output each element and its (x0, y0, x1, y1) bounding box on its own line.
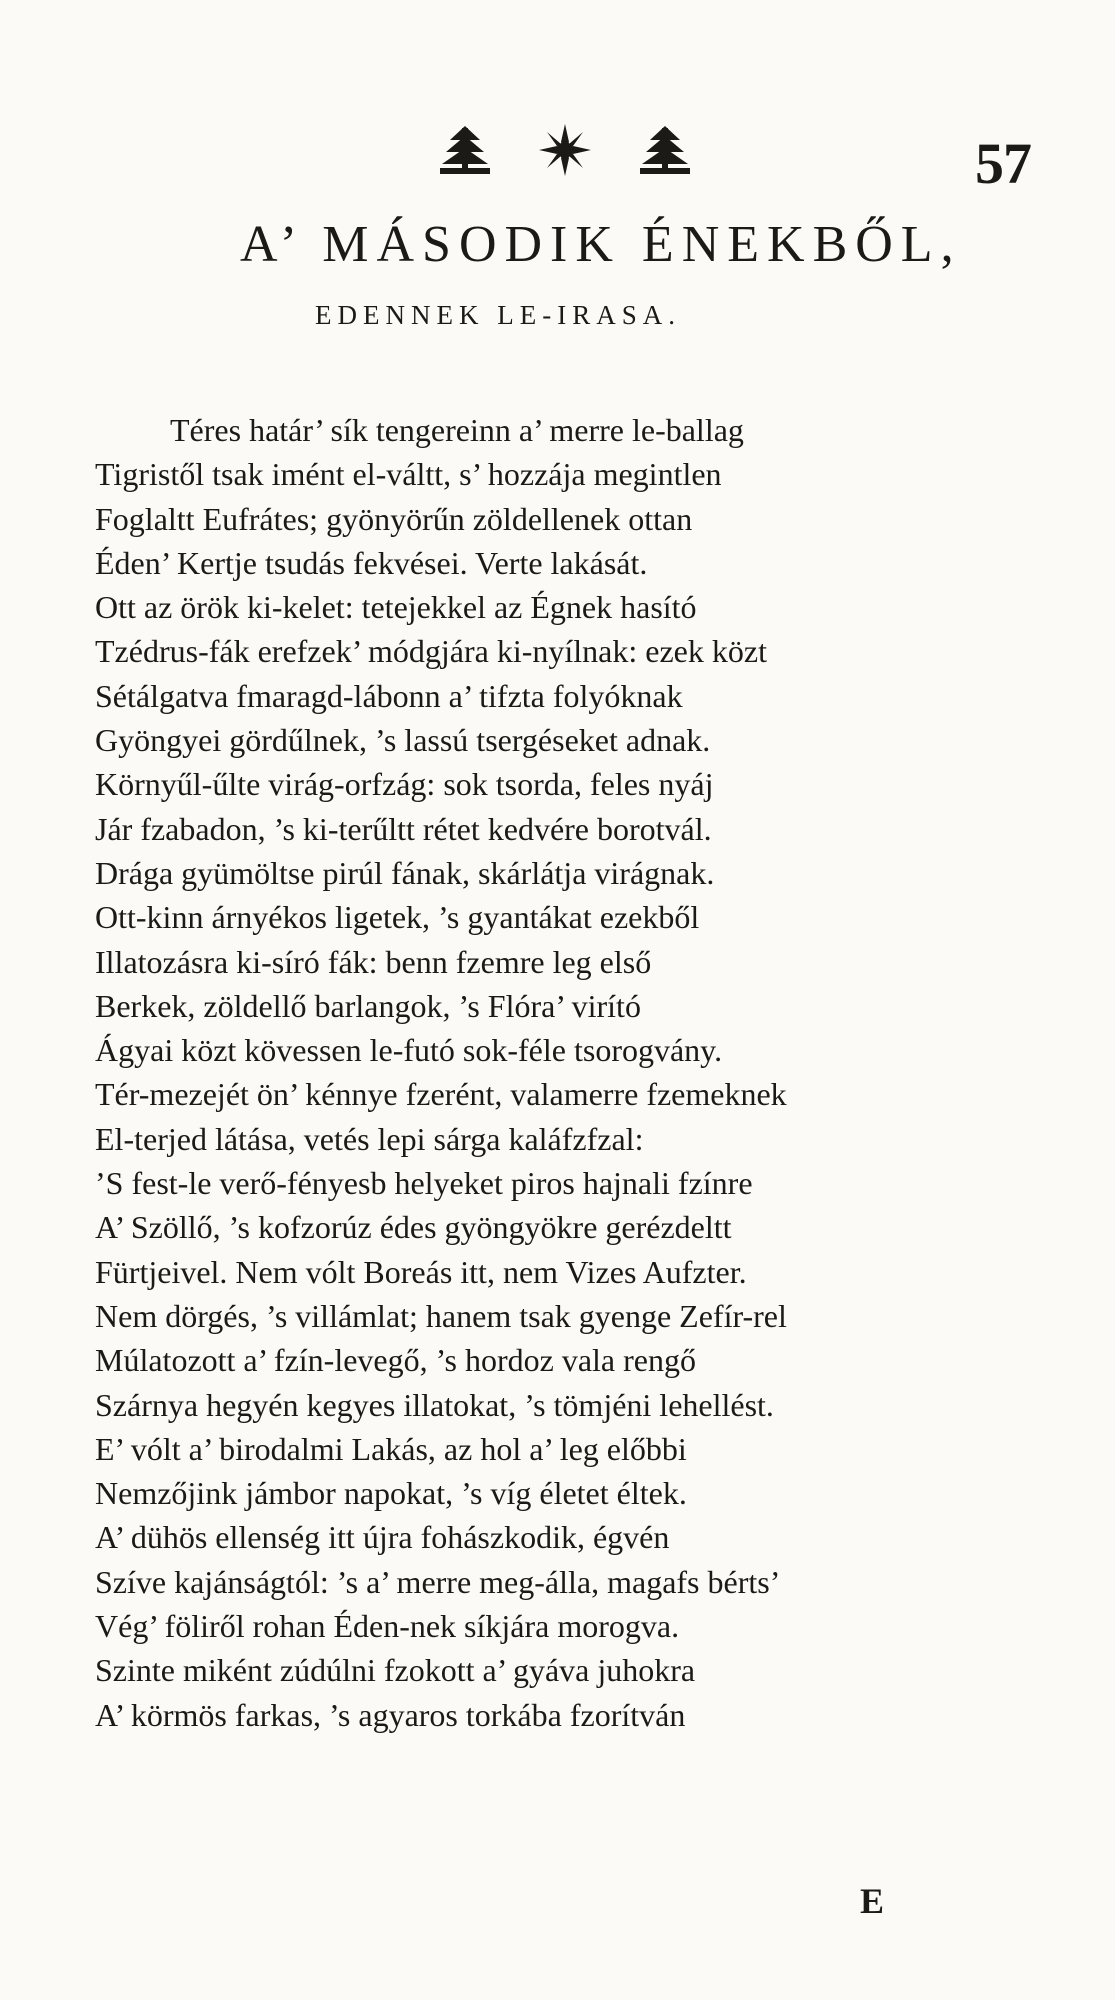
poem-line: A’ Szöllő, ’s kofzorúz édes gyöngyökre gerézdeltt (95, 1209, 732, 1246)
poem-line: Tigristől tsak imént el-váltt, s’ hozzája megintlen (95, 456, 722, 493)
poem-line: A’ körmös farkas, ’s agyaros torkába fzorítván (95, 1696, 686, 1733)
poem-line: Illatozásra ki-síró fák: benn fzemre leg első (95, 943, 652, 980)
poem-line: Drága gyümöltse pirúl fának, skárlátja virágnak. (95, 854, 715, 891)
poem-line: A’ dühös ellenség itt újra fohászkodik, égvén (95, 1519, 670, 1556)
page-subtitle: EDENNEK LE-IRASA. (315, 300, 681, 330)
poem-line: Fürtjeivel. Nem vólt Boreás itt, nem Vizes Aufzter. (95, 1253, 747, 1290)
poem-line: Ágyai közt kövessen le-futó sok-féle tsorogvány. (95, 1032, 723, 1069)
poem-line: Sétálgatva fmaragd-lábonn a’ tifzta folyóknak (95, 677, 683, 714)
poem-line: Környűl-űlte virág-orfzág: sok tsorda, feles nyáj (95, 766, 714, 803)
page-number: 57 (975, 131, 1031, 196)
poem-line: Vég’ föliről rohan Éden-nek síkjára morogva. (95, 1608, 680, 1645)
poem-line: Szinte miként zúdúlni fzokott a’ gyáva juhokra (95, 1652, 696, 1689)
poem-line: ’S fest-le verő-fényesb helyeket piros hajnali fzínre (95, 1165, 753, 1202)
catchword: E (860, 1881, 885, 1921)
fleuron-ornament-icon (420, 120, 710, 180)
poem-line: Szíve kajánságtól: ’s a’ merre meg-álla, magafs bérts’ (95, 1563, 781, 1600)
page-title: A’ MÁSODIK ÉNEKBŐL, (240, 216, 962, 273)
poem-line: Foglaltt Eufrátes; gyönyörűn zöldellenek ottan (95, 500, 693, 537)
poem-line: Nemzőjink jámbor napokat, ’s víg életet éltek. (95, 1475, 687, 1512)
poem-line: Nem dörgés, ’s villámlat; hanem tsak gyenge Zefír-rel (95, 1297, 787, 1334)
poem-line: Téres határ’ sík tengereinn a’ merre le-ballag (170, 412, 744, 448)
poem-line: Éden’ Kertje tsudás fekvései. Verte lakását. (95, 544, 648, 581)
poem-line: Tzédrus-fák erefzek’ módgjára ki-nyílnak: ezek közt (95, 633, 767, 670)
poem-line: Berkek, zöldellő barlangok, ’s Flóra’ virító (95, 987, 641, 1024)
poem-line: Tér-mezejét ön’ kénnye fzerént, valamerre fzemeknek (95, 1076, 787, 1113)
poem-line: Ott az örök ki-kelet: tetejekkel az Égnek hasító (95, 589, 697, 626)
poem-line: El-terjed látása, vetés lepi sárga kaláfzfzal: (95, 1120, 644, 1157)
poem-text (95, 408, 1025, 1737)
poem-line: Jár fzabadon, ’s ki-terűltt rétet kedvére borotvál. (95, 810, 712, 847)
poem-line: Múlatozott a’ fzín-levegő, ’s hordoz vala rengő (95, 1342, 696, 1379)
poem-line: Szárnya hegyén kegyes illatokat, ’s tömjéni lehellést. (95, 1386, 774, 1423)
poem-line: Ott-kinn árnyékos ligetek, ’s gyantákat ezekből (95, 899, 700, 936)
poem-line: Gyöngyei gördűlnek, ’s lassú tsergéseket adnak. (95, 722, 711, 759)
poem-line: E’ vólt a’ birodalmi Lakás, az hol a’ leg előbbi (95, 1430, 687, 1467)
